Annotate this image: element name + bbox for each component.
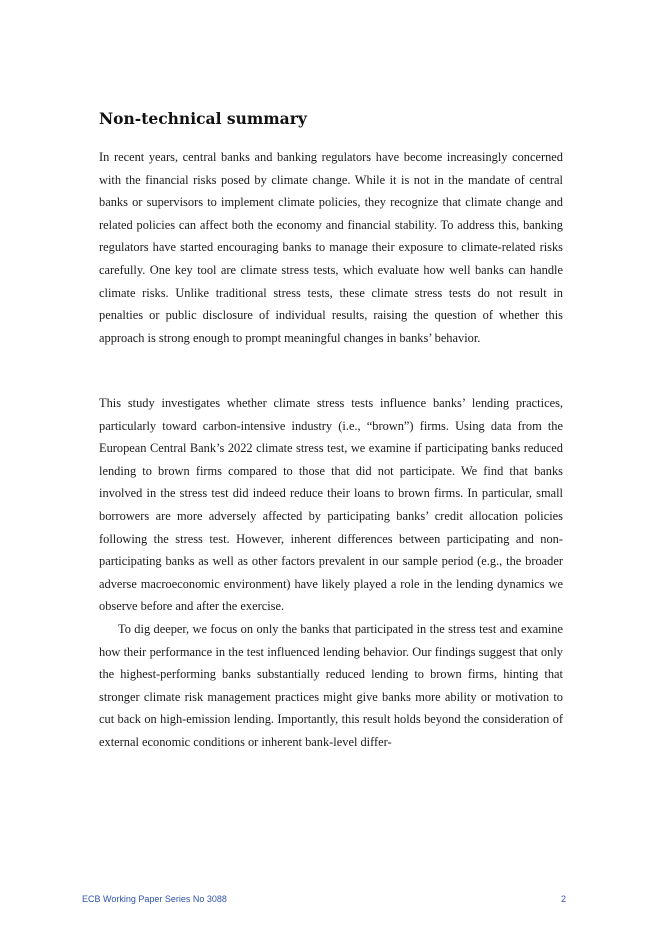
paragraph-intro: In recent years, central banks and banking regulators have become increasingly concerned with the financial risks posed by climate change. While it is not in the mandate of central banks or supervisors to implement climate policies, they recognize that climate change and related policies can affect both the economy and financial stability. To address this, banking regulators have started encouraging banks to manage their exposure to climate-related risks carefully. One key tool are climate stress tests, which evaluate how well banks can handle climate risks. Unlike traditional stress tests, these climate stress tests do not result in penalties or public disclosure of individual results, raising the question of whether this approach is strong enough to prompt meaningful changes in banks’ behavior. <box>99 150 563 345</box>
paragraph-findings: To dig deeper, we focus on only the banks that participated in the stress test and examine how their performance in the test influenced lending behavior. Our findings suggest that only the highest-performing banks substantially reduced lending to brown firms, hinting that stronger climate risk management practices might give banks more ability or motivation to cut back on high-emission lending. Importantly, this result holds beyond the consideration of external economic conditions or inherent bank-level differ- <box>99 622 563 749</box>
section-heading: Non-technical summary <box>99 109 307 128</box>
paragraph-study: This study investigates whether climate stress tests influence banks’ lending practices, particularly toward carbon-intensive industry (i.e., “brown”) firms. Using data from the European Central Bank’s 2022 climate stress test, we examine if participating banks reduced lending to brown firms compared to those that did not participate. We find that banks involved in the stress test did indeed reduce their loans to brown firms. In particular, small borrowers are more adversely affected by participating banks’ credit allocation policies following the stress test. However, inherent differences between participating and non-participating banks as well as other factors prevalent in our sample period (e.g., the broader adverse macroeconomic environment) have likely played a role in the lending dynamics we observe before and after the exercise. <box>99 396 563 614</box>
footer-page-number: 2 <box>560 894 566 904</box>
footer-series-title: ECB Working Paper Series No 3088 <box>82 894 227 904</box>
